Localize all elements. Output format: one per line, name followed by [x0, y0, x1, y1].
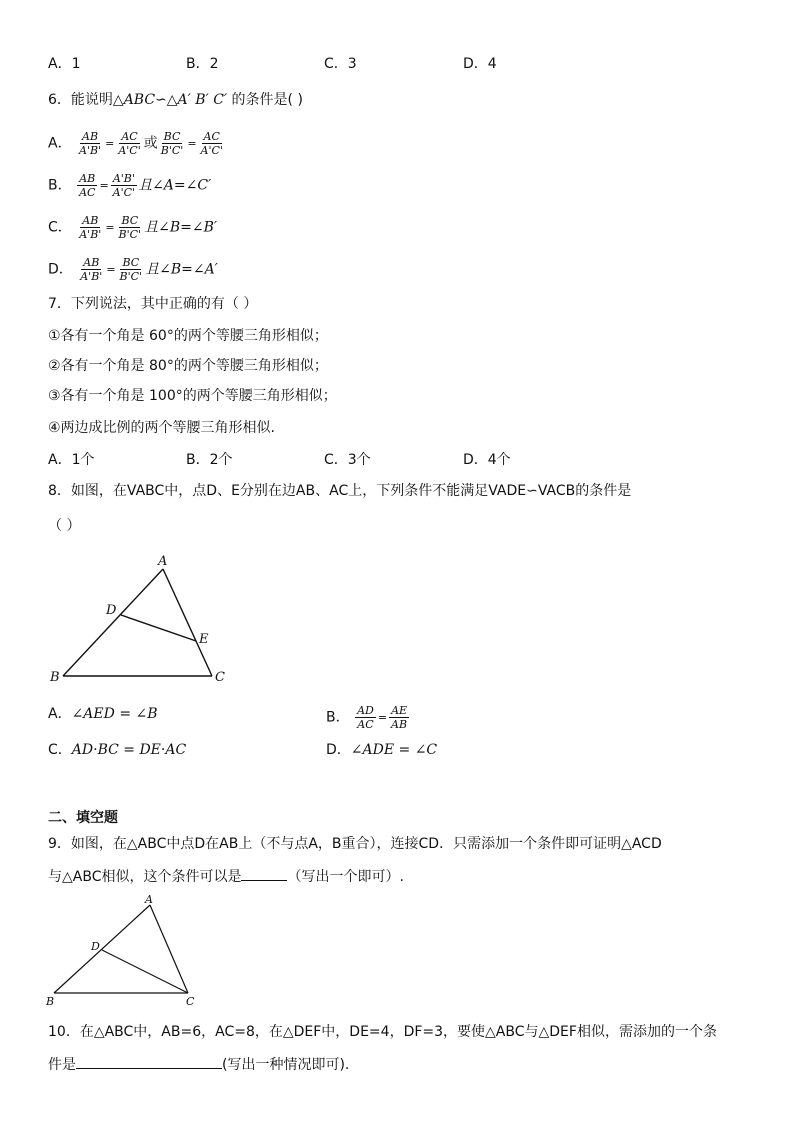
q9-line-1: 9．如图，在△ABC中点D在AB上（不与点A，B重合），连接CD．只需添加一个条件即可证明△ACD	[48, 836, 662, 852]
q6-a-or: 或	[143, 135, 158, 152]
q8-b-frac-1: $\frac{AD}{AC}$	[357, 704, 374, 731]
q9-label-d: D	[91, 940, 100, 953]
q8-option-d	[326, 740, 437, 760]
q8-triangle-figure	[44, 550, 244, 690]
q6-b-frac-2: $\frac{A'B'}{A'C'}$	[112, 172, 136, 199]
q7-option-a: A．1个	[48, 452, 95, 468]
q10-line-1: 10．在△ABC中，AB=6，AC=8，在△DEF中，DE=4，DF=3，要使△ABC与△DEF相似，需添加的一个条	[48, 1024, 717, 1040]
q6-stem	[48, 90, 303, 110]
q7-item-4: ④两边成比例的两个等腰三角形相似.	[48, 420, 276, 436]
q9-line-2	[48, 866, 404, 887]
equals-sign: =	[187, 136, 197, 150]
equals-sign: =	[105, 136, 115, 150]
q9-label-c: C	[186, 995, 195, 1008]
q6-stem-suffix: 的条件是( )	[227, 92, 303, 108]
q8-option-c	[48, 740, 186, 760]
q6-option-a	[48, 130, 226, 157]
q8-label-a: A	[158, 554, 168, 569]
q6-option-d	[48, 256, 218, 283]
q6-d-frac-2: $\frac{BC}{B'C'}$	[119, 256, 143, 283]
q6-option-c	[48, 214, 217, 241]
q6-a-frac-1: $\frac{AB}{A'B'}$	[79, 130, 102, 157]
q8-stem: 8．如图，在VABC中，点D、E分别在边AB、AC上，下列条件不能满足VADE∽VACB的条件是	[48, 483, 632, 499]
q10-line-2-end: (写出一种情况即可).	[222, 1057, 350, 1073]
q7-item-2: ②各有一个角是 80°的两个等腰三角形相似；	[48, 358, 328, 374]
q7-option-d: D．4个	[463, 452, 511, 468]
q8-c-label: C．	[48, 742, 72, 758]
q6-c-label: C．	[48, 219, 72, 236]
q9-line-2-end: （写出一个即可）.	[287, 869, 404, 885]
q7-option-b: B．2个	[186, 452, 233, 468]
q6-a-label: A．	[48, 135, 72, 152]
q9-answer-blank[interactable]	[241, 866, 287, 881]
q6-b-frac-1: $\frac{AB}{AC}$	[79, 172, 96, 199]
q6-a-frac-3: $\frac{BC}{B'C'}$	[160, 130, 184, 157]
q8-label-c: C	[215, 670, 225, 685]
q6-a-frac-2: $\frac{AC}{A'C'}$	[118, 130, 141, 157]
q8-label-b: B	[50, 670, 60, 685]
q9-segment-cd	[102, 950, 188, 993]
q8-side-ab	[63, 569, 163, 676]
q8-d-text: ∠ADE = ∠C	[350, 742, 438, 758]
q8-b-label: B．	[326, 709, 350, 726]
q6-d-label: D．	[48, 261, 73, 278]
q6-d-tail: 且∠B=∠A′	[145, 261, 218, 278]
q7-item-3: ③各有一个角是 100°的两个等腰三角形相似；	[48, 388, 337, 404]
q9-side-ab	[54, 905, 150, 993]
q9-triangle-figure	[40, 892, 210, 1012]
q6-stem-prefix: 6．能说明	[48, 92, 113, 108]
q9-side-ac	[150, 905, 188, 993]
q8-b-frac-2: $\frac{AE}{AB}$	[391, 704, 408, 731]
q10-line-2-start: 件是	[48, 1057, 76, 1073]
q8-paren: （ ）	[48, 518, 81, 534]
q6-a-frac-4: $\frac{AC}{A'C'}$	[200, 130, 223, 157]
q7-option-c: C．3个	[324, 452, 371, 468]
q5-option-b: B．2	[186, 56, 219, 72]
q8-segment-de	[121, 615, 196, 641]
q6-option-b	[48, 172, 211, 199]
equals-sign: =	[99, 178, 109, 192]
q6-d-frac-1: $\frac{AB}{A'B'}$	[80, 256, 103, 283]
q9-label-b: B	[46, 995, 55, 1008]
q6-c-frac-1: $\frac{AB}{A'B'}$	[79, 214, 102, 241]
q10-answer-blank[interactable]	[76, 1054, 222, 1069]
q5-option-a: A．1	[48, 56, 81, 72]
equals-sign: =	[105, 220, 115, 234]
q8-label-d: D	[106, 603, 117, 618]
q6-c-tail: 且∠B=∠B′	[144, 219, 218, 236]
q6-c-frac-2: $\frac{BC}{B'C'}$	[118, 214, 142, 241]
q5-option-c: C．3	[324, 56, 357, 72]
q8-c-text: AD·BC = DE·AC	[71, 742, 187, 758]
q8-option-b	[326, 704, 410, 731]
equals-sign: =	[377, 710, 388, 724]
q9-line-2-start: 与△ABC相似，这个条件可以是	[48, 869, 242, 885]
q6-b-label: B．	[48, 177, 72, 194]
section-2-heading: 二、填空题	[48, 810, 118, 826]
equals-sign: =	[106, 262, 116, 276]
q10-line-2	[48, 1054, 349, 1075]
q7-item-1: ①各有一个角是 60°的两个等腰三角形相似；	[48, 328, 328, 344]
q6-b-tail: 且∠A=∠C′	[138, 177, 212, 194]
q8-option-a	[48, 704, 158, 724]
q9-label-a: A	[145, 893, 153, 906]
q8-label-e: E	[199, 632, 209, 647]
q6-stem-math: △ABC∽△A′ B′ C′	[112, 92, 228, 108]
q5-option-d: D．4	[463, 56, 497, 72]
q8-d-label: D．	[326, 742, 351, 758]
q8-side-ac	[163, 569, 212, 676]
q8-a-label: A．	[48, 706, 72, 722]
q7-stem: 7．下列说法，其中正确的有（ ）	[48, 296, 258, 312]
q8-a-text: ∠AED = ∠B	[71, 706, 158, 722]
